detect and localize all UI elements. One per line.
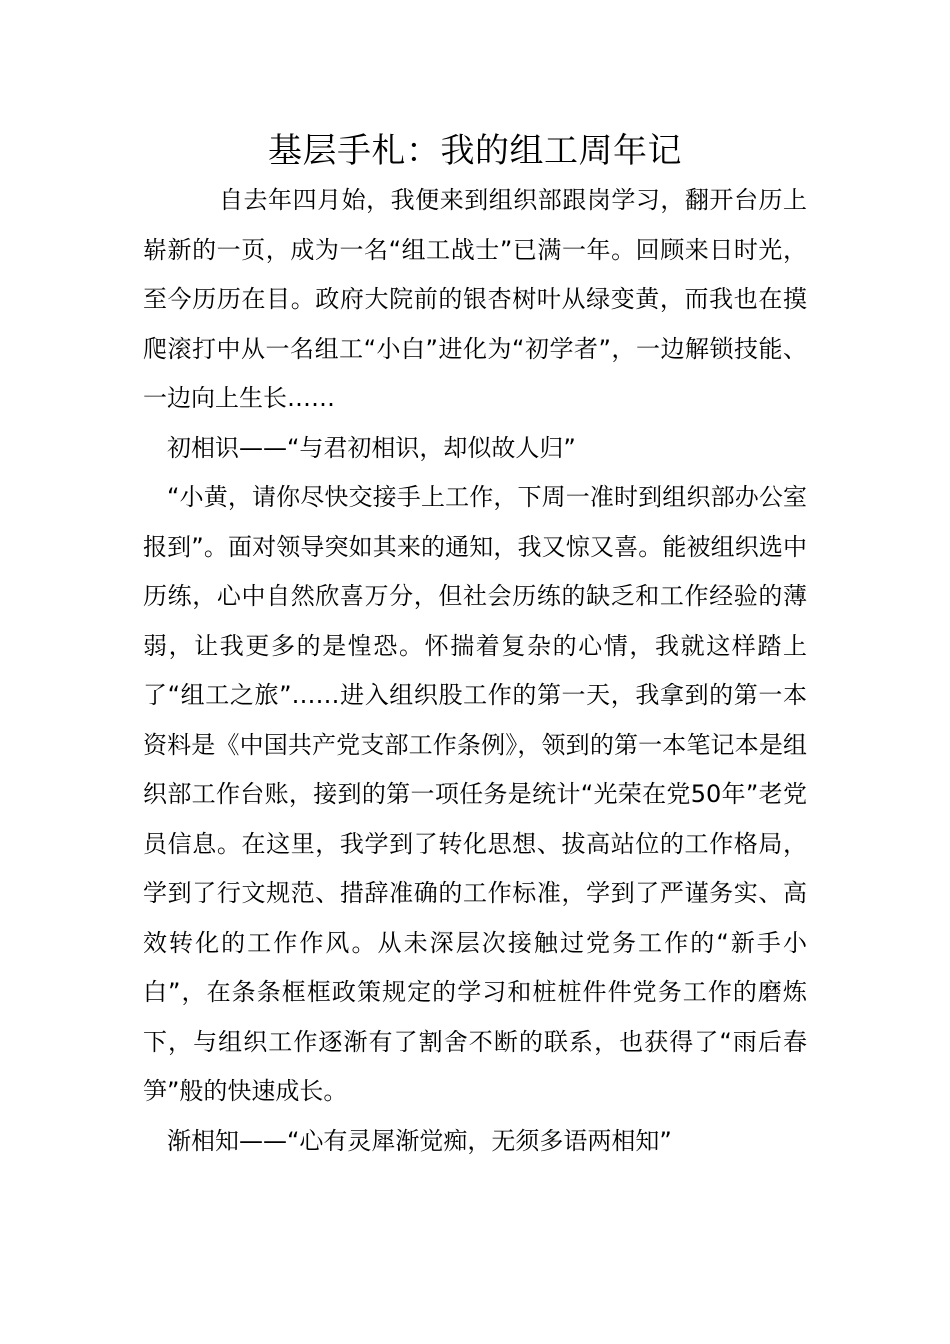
paragraph-intro: 自去年四月始，我便来到组织部跟岗学习，翻开台历上崭新的一页，成为一名“组工战士”已满一年。回顾来日时光，至今历历在目。政府大院前的银杏树叶从绿变黄，而我也在摸爬滚打中从一名组工“小白”进化为“初学者”，一边解锁技能、一边向上生长……	[143, 186, 807, 412]
section-heading-first-meeting: 初相识——“与君初相识，却似故人归”	[167, 433, 576, 462]
paragraph-first-meeting: “小黄，请你尽快交接手上工作，下周一准时到组织部办公室报到”。面对领导突如其来的通知，我又惊又喜。能被组织选中历练，心中自然欣喜万分，但社会历练的缺乏和工作经验的薄弱，让我更多的是惶恐。怀揣着复杂的心情，我就这样踏上了“组工之旅”……进入组织股工作的第一天，我拿到的第一本资料是《中国共产党支部工作条例》，领到的第一本笔记本是组织部工作台账，接到的第一项任务是统计“光荣在党50年”老党员信息。在这里，我学到了转化思想、拔高站位的工作格局，学到了行文规范、措辞准确的工作标准，学到了严谨务实、高效转化的工作作风。从未深层次接触过党务工作的“新手小白”，在条条框框政策规定的学习和桩桩件件党务工作的磨炼下，与组织工作逐渐有了割舍不断的联系，也获得了“雨后春笋”般的快速成长。	[143, 483, 807, 1105]
section-heading-getting-acquainted: 渐相知——“心有灵犀渐觉痴，无须多语两相知”	[167, 1126, 672, 1155]
document-title: 基层手札：我的组工周年记	[268, 131, 682, 171]
document-body	[143, 176, 807, 1166]
